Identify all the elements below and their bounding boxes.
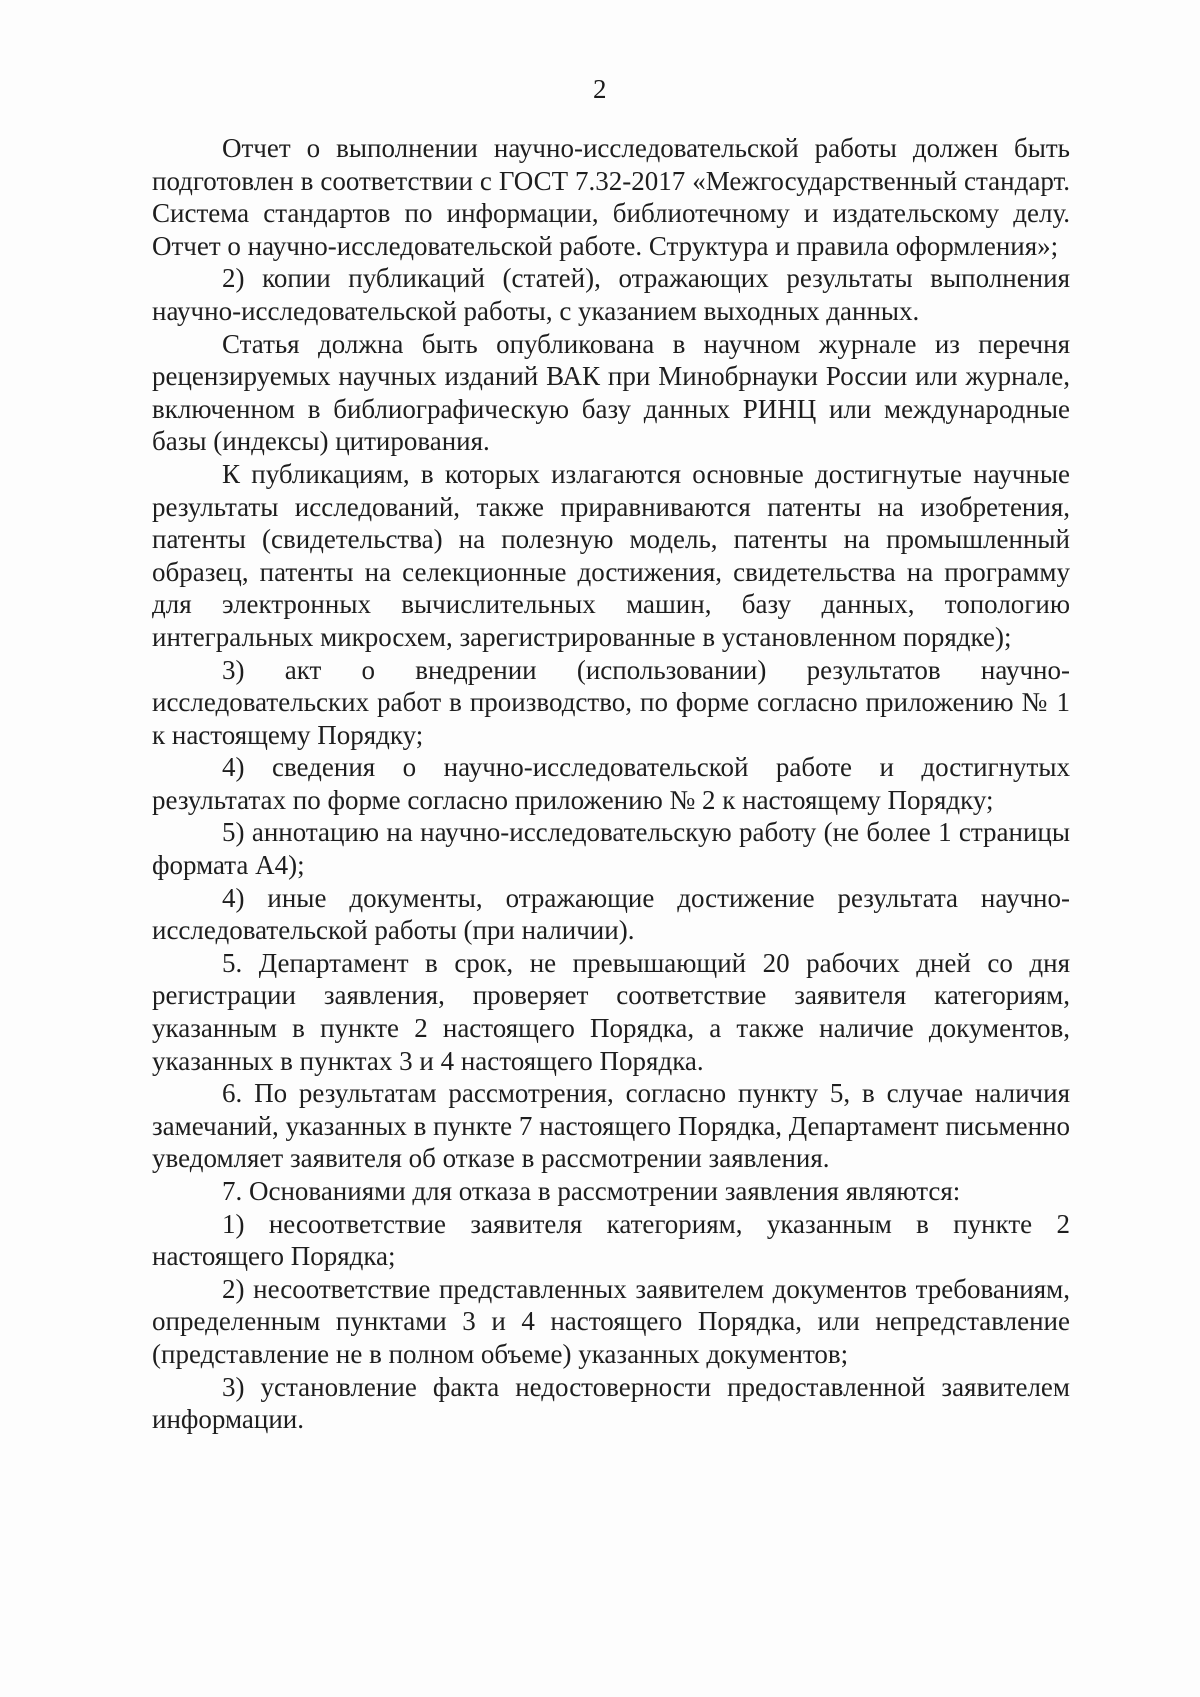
paragraph-refusal-3: 3) установление факта недостоверности предоставленной заявителем информации. bbox=[152, 1371, 1070, 1435]
paragraph-item-4-other-documents: 4) иные документы, отражающие достижение результата научно-исследовательской работы (при наличии). bbox=[152, 882, 1070, 946]
page-number: 2 bbox=[593, 74, 607, 104]
paragraph-item-5-annotation: 5) аннотацию на научно-исследовательскую работу (не более 1 страницы формата А4); bbox=[152, 817, 1070, 881]
paragraph-clause-7: 7. Основаниями для отказа в рассмотрении заявления являются: bbox=[222, 1176, 961, 1206]
paragraph-refusal-2: 2) несоответствие представленных заявителем документов требованиям, определенным пунктами 3 и 4 настоящего Порядка, или непредставление (представление не в полном объеме) указанных документов; bbox=[152, 1273, 1070, 1369]
paragraph-report-gost: Отчет о выполнении научно-исследовательской работы должен быть подготовлен в соответствии с ГОСТ 7.32-2017 «Межгосударственный стандарт. Система стандартов по информации, библиотечному и издательскому делу. Отчет о научно-исследовательской работе. Структура и правила оформления»; bbox=[152, 133, 1070, 261]
paragraph-refusal-1: 1) несоответствие заявителя категориям, указанным в пункте 2 настоящего Порядка; bbox=[152, 1208, 1070, 1272]
paragraph-item-4-information: 4) сведения о научно-исследовательской работе и достигнутых результатах по форме согласно приложению № 2 к настоящему Порядку; bbox=[152, 752, 1070, 815]
paragraph-patents: К публикациям, в которых излагаются основные достигнутые научные результаты исследований, также приравниваются патенты на изобретения, патенты (свидетельства) на полезную модель, патенты на промышленный образец, патенты на селекционные достижения, свидетельства на программу для электронных вычислительных машин, базу данных, топологию интегральных микросхем, зарегистрированные в установленном порядке); bbox=[152, 458, 1070, 652]
paragraph-item-3-act: 3) акт о внедрении (использовании) результатов научно-исследовательских работ в производство, по форме согласно приложению № 1 к настоящему Порядку; bbox=[152, 654, 1070, 750]
paragraph-clause-5: 5. Департамент в срок, не превышающий 20 рабочих дней со дня регистрации заявления, проверяет соответствие заявителя категориям, указанным в пункте 2 настоящего Порядка, а также наличие документов, указанных в пунктах 3 и 4 настоящего Порядка. bbox=[152, 947, 1070, 1076]
paragraph-item-2-publications: 2) копии публикаций (статей), отражающих результаты выполнения научно-исследовательской работы, с указанием выходных данных. bbox=[152, 263, 1070, 326]
paragraph-article-requirements: Статья должна быть опубликована в научном журнале из перечня рецензируемых научных изданий ВАК при Минобрнауки России или журнале, включенном в библиографическую базу данных РИНЦ или международные базы (индексы) цитирования. bbox=[152, 328, 1070, 457]
paragraph-clause-6: 6. По результатам рассмотрения, согласно пункту 5, в случае наличия замечаний, указанных в пункте 7 настоящего Порядка, Департамент письменно уведомляет заявителя об отказе в рассмотрении заявления. bbox=[152, 1078, 1070, 1174]
document-body bbox=[152, 132, 1070, 1436]
